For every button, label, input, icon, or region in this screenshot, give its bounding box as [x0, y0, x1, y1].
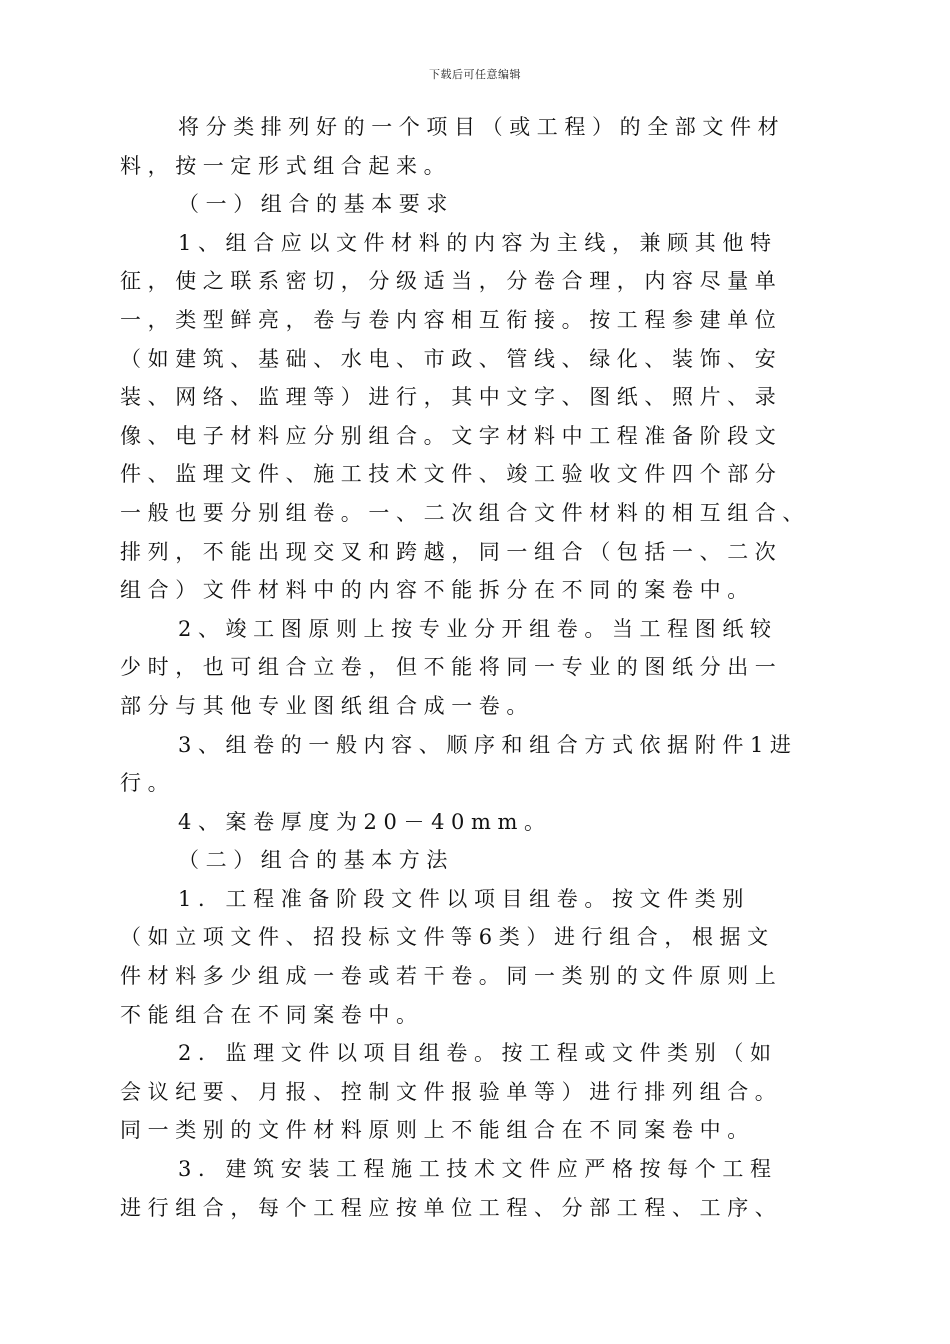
paragraph-line: 排列，不能出现交叉和跨越，同一组合（包括一、二次: [120, 539, 783, 564]
paragraph-line: 1、组合应以文件材料的内容为主线，兼顾其他特: [178, 230, 778, 255]
paragraph-line: 3．建筑安装工程施工技术文件应严格按每个工程: [178, 1157, 778, 1182]
paragraph-line: （如建筑、基础、水电、市政、管线、绿化、装饰、安: [120, 346, 783, 371]
paragraph-line: 2、竣工图原则上按专业分开组卷。当工程图纸较: [178, 616, 778, 641]
paragraph-line: 组合）文件材料中的内容不能拆分在不同的案卷中。: [120, 578, 755, 603]
section-heading: （二）组合的基本方法: [178, 848, 454, 873]
paragraph-line: 行。: [120, 771, 176, 796]
paragraph-line: 征，使之联系密切，分级适当，分卷合理，内容尽量单: [120, 269, 783, 294]
paragraph-line: 少时，也可组合立卷，但不能将同一专业的图纸分出一: [120, 655, 783, 680]
paragraph-line: 一般也要分别组卷。一、二次组合文件材料的相互组合、: [120, 500, 810, 525]
paragraph-line: 同一类别的文件材料原则上不能组合在不同案卷中。: [120, 1118, 755, 1143]
paragraph-line: 件、监理文件、施工技术文件、竣工验收文件四个部分: [120, 462, 783, 487]
paragraph-line: 装、网络、监理等）进行，其中文字、图纸、照片、录: [120, 385, 783, 410]
page-header: 下载后可任意编辑: [429, 68, 521, 81]
paragraph-line: 不能组合在不同案卷中。: [120, 1002, 424, 1027]
paragraph-line: 将分类排列好的一个项目（或工程）的全部文件材: [178, 115, 786, 139]
paragraph-line: 一，类型鲜亮，卷与卷内容相互衔接。按工程参建单位: [120, 307, 783, 332]
paragraph-line: （如立项文件、招投标文件等6类）进行组合，根据文: [120, 925, 775, 950]
paragraph-line: 像、电子材料应分别组合。文字材料中工程准备阶段文: [120, 423, 783, 448]
paragraph-line: 2．监理文件以项目组卷。按工程或文件类别（如: [178, 1041, 778, 1066]
document-body: [120, 108, 850, 1227]
paragraph-line: 1．工程准备阶段文件以项目组卷。按文件类别: [178, 886, 750, 911]
paragraph-line: 3、组卷的一般内容、顺序和组合方式依据附件1进: [178, 732, 798, 757]
paragraph-line: 料，按一定形式组合起来。: [120, 153, 452, 178]
paragraph-line: 件材料多少组成一卷或若干卷。同一类别的文件原则上: [120, 964, 783, 989]
paragraph-line: 部分与其他专业图纸组合成一卷。: [120, 693, 534, 718]
paragraph-line: 进行组合，每个工程应按单位工程、分部工程、工序、: [120, 1195, 783, 1220]
section-heading: （一）组合的基本要求: [178, 192, 454, 217]
paragraph-line: 会议纪要、月报、控制文件报验单等）进行排列组合。: [120, 1079, 783, 1104]
paragraph-line: 4、案卷厚度为20－40mm。: [178, 809, 552, 834]
